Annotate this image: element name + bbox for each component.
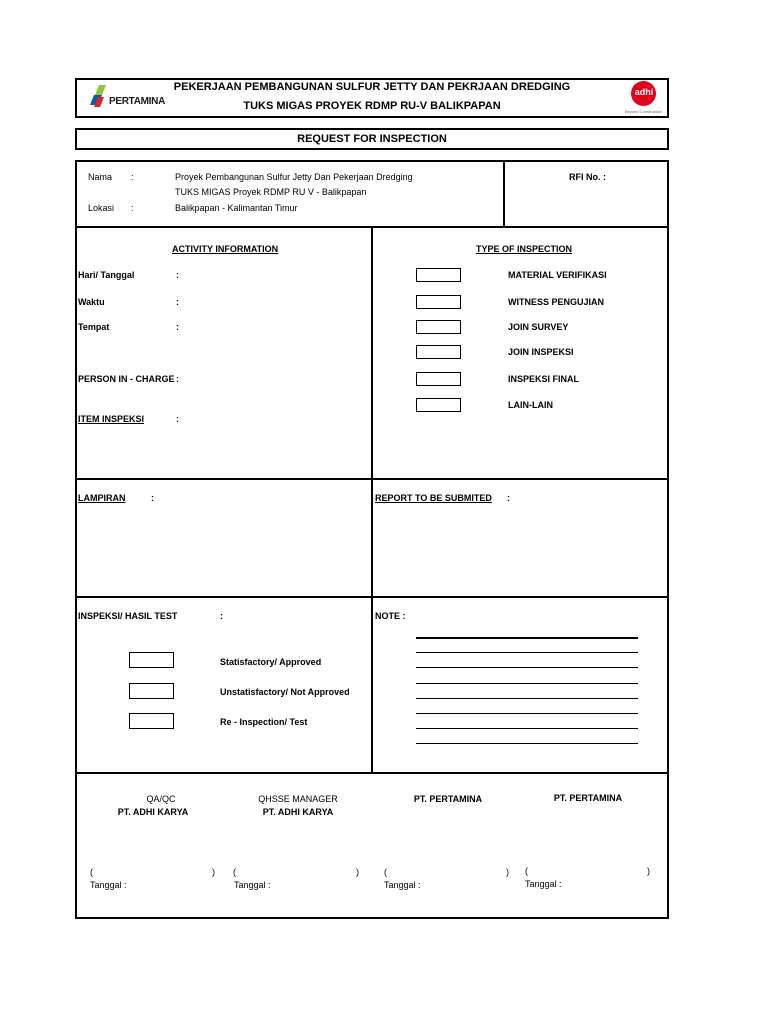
note-line[interactable] <box>416 743 638 744</box>
lokasi-value: Balikpapan - Kalimantan Timur <box>175 203 298 213</box>
signer-1-tanggal: Tanggal : <box>90 880 127 890</box>
pic-colon: : <box>176 374 179 384</box>
item-inspeksi-colon: : <box>176 414 179 424</box>
signer-2-tanggal: Tanggal : <box>234 880 271 890</box>
rfi-number-label: RFI No. : <box>569 172 606 182</box>
note-line[interactable] <box>416 637 638 639</box>
checkbox-not-approved[interactable] <box>129 683 174 699</box>
divider-activity <box>75 478 669 480</box>
option-join-survey: JOIN SURVEY <box>508 322 569 332</box>
report-colon: : <box>507 493 510 503</box>
signer-4-close-paren: ) <box>647 866 650 876</box>
checkbox-join-inspeksi[interactable] <box>416 345 461 359</box>
result-approved: Statisfactory/ Approved <box>220 657 322 667</box>
checkbox-material-verifikasi[interactable] <box>416 268 461 282</box>
hari-colon: : <box>176 270 179 280</box>
note-line[interactable] <box>416 713 638 714</box>
option-witness-pengujian: WITNESS PENGUJIAN <box>508 297 605 307</box>
report-label: REPORT TO BE SUBMITED <box>375 493 492 503</box>
note-line[interactable] <box>416 698 638 699</box>
divider-lampiran <box>75 596 669 598</box>
header-box <box>75 78 669 118</box>
lampiran-colon: : <box>151 493 154 503</box>
nama-value-line2: TUKS MIGAS Proyek RDMP RU V - Balikpapan <box>175 187 367 197</box>
signer-2-role: QHSSE MANAGER <box>258 794 338 804</box>
signer-1-org: PT. ADHI KARYA <box>117 807 189 817</box>
signer-3-open-paren: ( <box>384 867 387 877</box>
checkbox-inspeksi-final[interactable] <box>416 372 461 386</box>
checkbox-join-survey[interactable] <box>416 320 461 334</box>
center-divider <box>371 226 373 774</box>
note-label: NOTE : <box>375 611 406 621</box>
adhi-logo <box>627 81 661 117</box>
note-line[interactable] <box>416 667 638 668</box>
waktu-label: Waktu <box>78 297 105 307</box>
nama-colon: : <box>131 172 134 182</box>
option-material-verifikasi: MATERIAL VERIFIKASI <box>508 270 607 280</box>
note-line[interactable] <box>416 652 638 653</box>
note-line[interactable] <box>416 728 638 729</box>
result-label: INSPEKSI/ HASIL TEST <box>78 611 178 621</box>
form-title: REQUEST FOR INSPECTION <box>297 133 447 145</box>
rfi-divider <box>503 160 505 228</box>
signer-2-open-paren: ( <box>233 867 236 877</box>
checkbox-witness-pengujian[interactable] <box>416 295 461 309</box>
signer-2-close-paren: ) <box>356 867 359 877</box>
adhi-tagline: Beyond Construction <box>625 109 663 114</box>
signer-4-org: PT. PERTAMINA <box>553 793 623 803</box>
nama-label: Nama <box>88 172 113 182</box>
option-join-inspeksi: JOIN INSPEKSI <box>508 347 574 357</box>
tempat-colon: : <box>176 322 179 332</box>
pic-label: PERSON IN - CHARGE <box>78 374 175 384</box>
note-line[interactable] <box>416 683 638 684</box>
signer-3-close-paren: ) <box>506 867 509 877</box>
tempat-label: Tempat <box>78 322 110 332</box>
divider-result <box>75 772 669 774</box>
option-lain-lain: LAIN-LAIN <box>508 400 553 410</box>
adhi-wordmark: adhi <box>634 87 654 97</box>
nama-value-line1: Proyek Pembangunan Sulfur Jetty Dan Pekerjaan Dredging <box>175 172 413 182</box>
item-inspeksi-label: ITEM INSPEKSI <box>78 414 145 424</box>
pertamina-wordmark: PERTAMINA <box>109 96 166 107</box>
checkbox-approved[interactable] <box>129 652 174 668</box>
signer-2-org: PT. ADHI KARYA <box>262 807 334 817</box>
signer-3-tanggal: Tanggal : <box>384 880 421 890</box>
signer-4-open-paren: ( <box>525 866 528 876</box>
signer-1-close-paren: ) <box>212 867 215 877</box>
header-title-line2: TUKS MIGAS PROYEK RDMP RU-V BALIKPAPAN <box>243 100 501 112</box>
lampiran-label: LAMPIRAN <box>78 493 126 503</box>
lokasi-label: Lokasi <box>88 203 115 213</box>
option-inspeksi-final: INSPEKSI FINAL <box>508 374 580 384</box>
form-title-box <box>75 128 669 150</box>
signer-1-role: QA/QC <box>146 794 176 804</box>
checkbox-lain-lain[interactable] <box>416 398 461 412</box>
waktu-colon: : <box>176 297 179 307</box>
signer-4-tanggal: Tanggal : <box>525 879 562 889</box>
signer-1-open-paren: ( <box>90 867 93 877</box>
result-colon: : <box>220 611 223 621</box>
header-title-line1: PEKERJAAN PEMBANGUNAN SULFUR JETTY DAN PEKRJAAN DREDGING <box>173 81 571 93</box>
hari-label: Hari/ Tanggal <box>78 270 135 280</box>
checkbox-re-inspection[interactable] <box>129 713 174 729</box>
signer-3-org: PT. PERTAMINA <box>413 794 483 804</box>
activity-heading: ACTIVITY INFORMATION <box>172 244 279 254</box>
inspection-type-heading: TYPE OF INSPECTION <box>476 244 573 254</box>
result-re-inspection: Re - Inspection/ Test <box>220 717 308 727</box>
result-not-approved: Unstatisfactory/ Not Approved <box>220 687 350 697</box>
lokasi-colon: : <box>131 203 134 213</box>
